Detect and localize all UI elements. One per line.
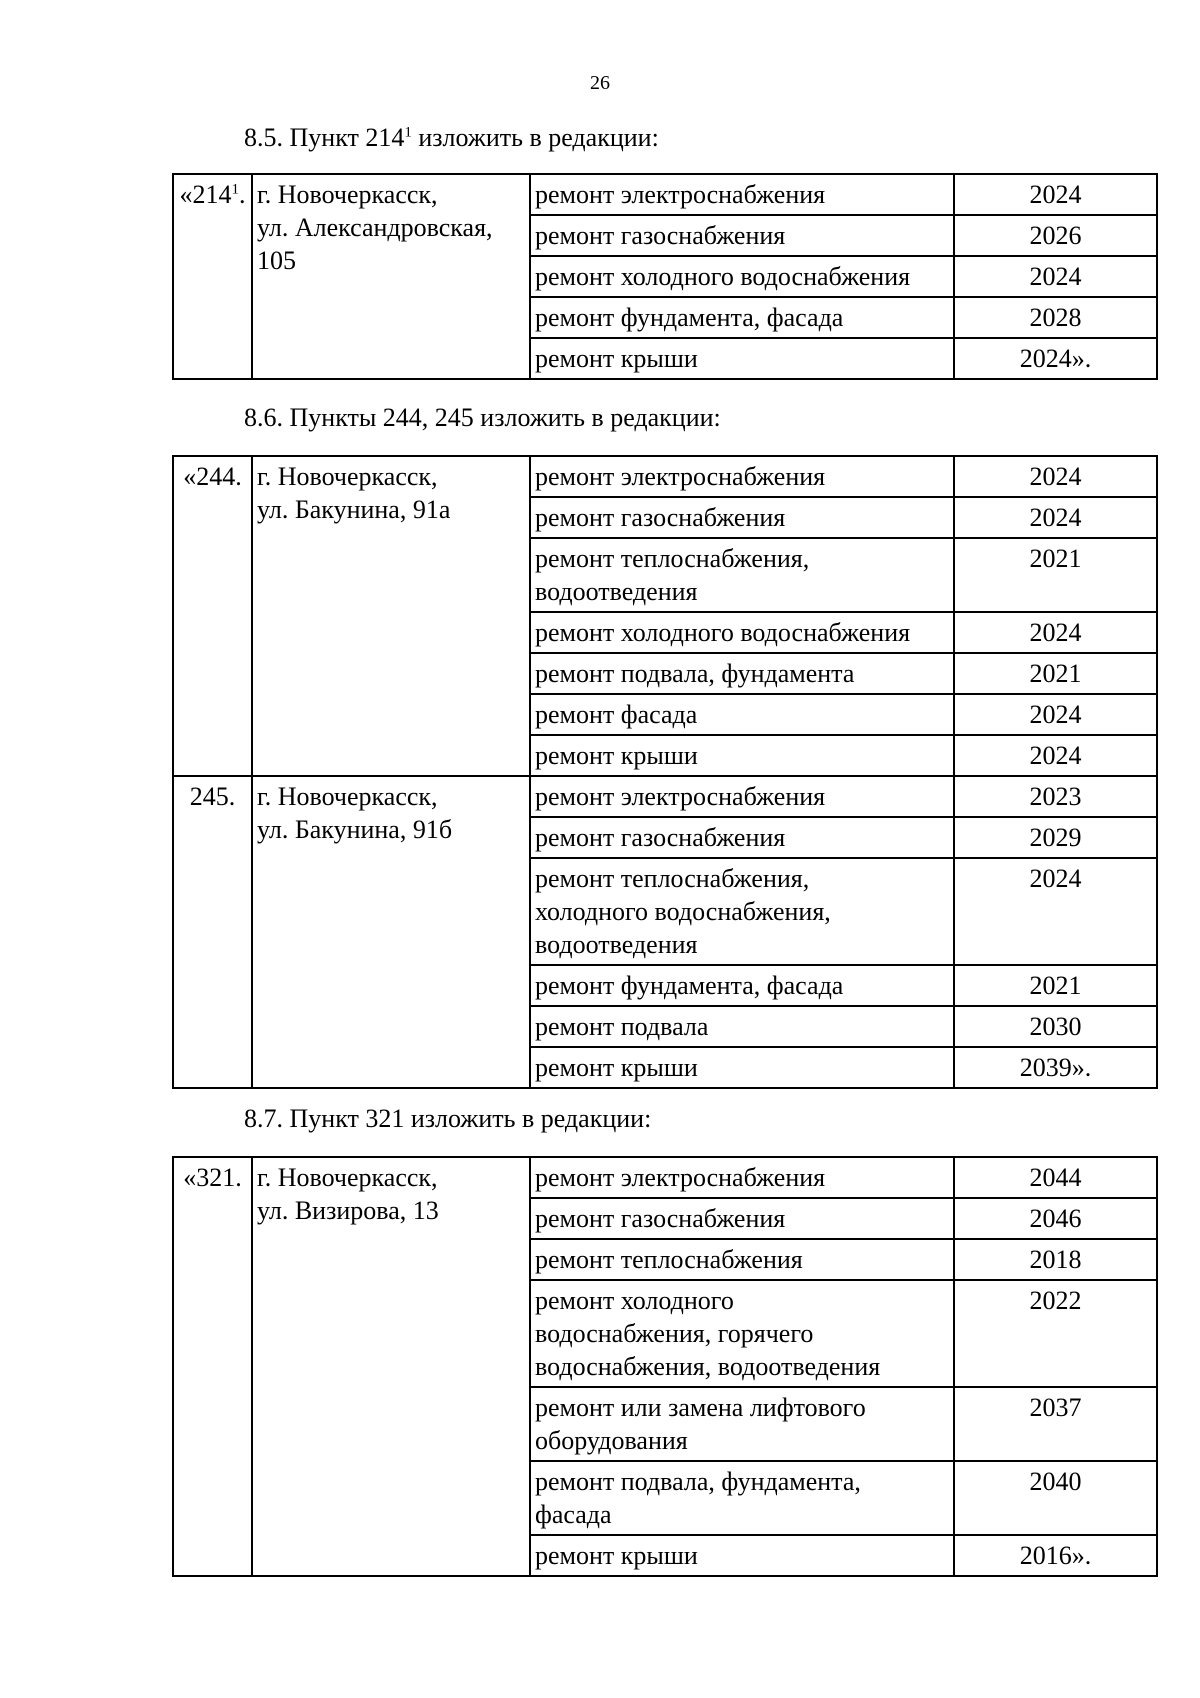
address-cell: г. Новочеркасск, ул. Бакунина, 91а [252,456,530,776]
repair-work-cell: ремонт газоснабжения [530,1198,954,1239]
repair-work-cell: ремонт холодного водоснабжения [530,256,954,297]
repair-schedule-table [172,1156,1158,1577]
repair-work-cell: ремонт подвала, фундамента [530,653,954,694]
item-number: «244. [173,456,252,776]
page-number: 26 [590,72,610,94]
repair-year-cell: 2037 [954,1387,1157,1461]
repair-year-cell: 2024 [954,694,1157,735]
repair-work-cell: ремонт газоснабжения [530,215,954,256]
repair-schedule-table [172,173,1158,380]
repair-year-cell: 2040 [954,1461,1157,1535]
table-row [173,776,1157,817]
repair-work-cell: ремонт теплоснабжения, холодного водоснабжения, водоотведения [530,858,954,965]
address-cell: г. Новочеркасск, ул. Александровская, 105 [252,174,530,379]
repair-work-cell: ремонт электроснабжения [530,456,954,497]
address-cell: г. Новочеркасск, ул. Бакунина, 91б [252,776,530,1088]
repair-work-cell: ремонт электроснабжения [530,1157,954,1198]
repair-work-cell: ремонт подвала, фундамента, фасада [530,1461,954,1535]
repair-year-cell: 2024». [954,338,1157,379]
repair-year-cell: 2026 [954,215,1157,256]
section-heading: 8.6. Пункты 244, 245 изложить в редакции: [244,403,721,432]
repair-year-cell: 2024 [954,858,1157,965]
repair-work-cell: ремонт электроснабжения [530,776,954,817]
repair-work-cell: ремонт холодного водоснабжения [530,612,954,653]
repair-year-cell: 2023 [954,776,1157,817]
address-cell: г. Новочеркасск, ул. Визирова, 13 [252,1157,530,1576]
repair-work-cell: ремонт крыши [530,1047,954,1088]
repair-work-cell: ремонт фундамента, фасада [530,965,954,1006]
repair-year-cell: 2029 [954,817,1157,858]
section-heading: 8.7. Пункт 321 изложить в редакции: [244,1104,652,1133]
repair-year-cell: 2046 [954,1198,1157,1239]
repair-work-cell: ремонт газоснабжения [530,497,954,538]
repair-year-cell: 2024 [954,456,1157,497]
repair-year-cell: 2039». [954,1047,1157,1088]
repair-year-cell: 2024 [954,174,1157,215]
repair-year-cell: 2021 [954,965,1157,1006]
repair-work-cell: ремонт газоснабжения [530,817,954,858]
repair-year-cell: 2030 [954,1006,1157,1047]
repair-year-cell: 2018 [954,1239,1157,1280]
repair-work-cell: ремонт холодного водоснабжения, горячего водоснабжения, водоотведения [530,1280,954,1387]
repair-year-cell: 2022 [954,1280,1157,1387]
repair-work-cell: ремонт электроснабжения [530,174,954,215]
table-row [173,174,1157,215]
repair-work-cell: ремонт теплоснабжения [530,1239,954,1280]
repair-work-cell: ремонт крыши [530,1535,954,1576]
repair-work-cell: ремонт крыши [530,735,954,776]
repair-work-cell: ремонт подвала [530,1006,954,1047]
item-number: «$214^1$. [173,174,252,379]
repair-year-cell: 2024 [954,256,1157,297]
section-heading: 8.5. Пункт $214^1$ изложить в редакции: [244,123,659,152]
item-number: «321. [173,1157,252,1576]
repair-year-cell: 2024 [954,497,1157,538]
repair-year-cell: 2024 [954,735,1157,776]
repair-work-cell: ремонт фасада [530,694,954,735]
table-row [173,1157,1157,1198]
repair-work-cell: ремонт или замена лифтового оборудования [530,1387,954,1461]
repair-year-cell: 2044 [954,1157,1157,1198]
table-row [173,456,1157,497]
repair-year-cell: 2028 [954,297,1157,338]
repair-year-cell: 2021 [954,538,1157,612]
repair-work-cell: ремонт фундамента, фасада [530,297,954,338]
repair-year-cell: 2024 [954,612,1157,653]
repair-work-cell: ремонт крыши [530,338,954,379]
repair-year-cell: 2021 [954,653,1157,694]
repair-year-cell: 2016». [954,1535,1157,1576]
repair-schedule-table [172,455,1158,1089]
repair-work-cell: ремонт теплоснабжения, водоотведения [530,538,954,612]
item-number: 245. [173,776,252,1088]
